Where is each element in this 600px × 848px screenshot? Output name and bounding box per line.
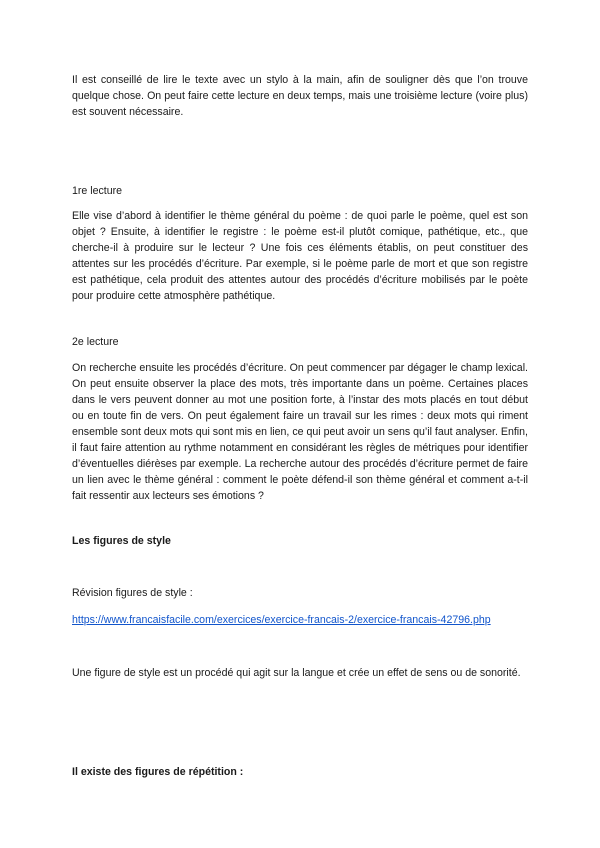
intro-paragraph: Il est conseillé de lire le texte avec un stylo à la main, afin de souligner dès que l’on trouve quelque chose. On peut faire cette lecture en deux temps, mais une troisième lecture (voire plus) est souvent nécessaire. (72, 74, 528, 118)
revision-link[interactable]: https://www.francaisfacile.com/exercices/exercice-francais-2/exercice-francais-42796.php (72, 614, 491, 626)
revision-label: Révision figures de style : (72, 587, 193, 599)
lecture1-paragraph: Elle vise d’abord à identifier le thème général du poème : de quoi parle le poème, quel est son objet ? Ensuite, à identifier le registre : le poème est-il plutôt comique, pathétique, etc., que cherche-il à produire sur le lecteur ? Une fois ces éléments établis, on peut constituer des attentes sur les procédés d’écriture. Par exemple, si le poème parle de mort et que son registre est pathétique, cela produit des attentes autour des procédés d’écriture mobilisés par le poète pour produire cette atmosphère pathétique. (72, 210, 528, 302)
definition-paragraph: Une figure de style est un procédé qui agit sur la langue et crée un effet de sens ou de sonorité. (72, 667, 521, 679)
repetition-heading: Il existe des figures de répétition : (72, 766, 244, 778)
figures-heading: Les figures de style (72, 535, 171, 547)
lecture2-paragraph: On recherche ensuite les procédés d’écriture. On peut commencer par dégager le champ lexical. On peut ensuite observer la place des mots, très importante dans un poème. Certaines places dans le vers peuvent donner au mot une position forte, à l’instar des mots placés en tout début ou en toute fin de vers. On peut également faire un travail sur les rimes : deux mots qui riment ensemble sont deux mots qui sont mis en lien, ce qui peut avoir un sens qu’il faut analyser. Enfin, il faut faire attention au rythme notamment en considérant les règles de métriques pour identifier d’éventuelles diérèses par exemple. La recherche autour des procédés d’écriture permet de faire un lien avec le thème général : comment le poète défend-il son thème général et comment a-t-il fait ressentir aux lecteurs ses émotions ? (72, 362, 528, 502)
lecture1-heading: 1re lecture (72, 185, 123, 197)
revision-link-line (72, 612, 528, 628)
lecture2-heading: 2e lecture (72, 336, 119, 348)
